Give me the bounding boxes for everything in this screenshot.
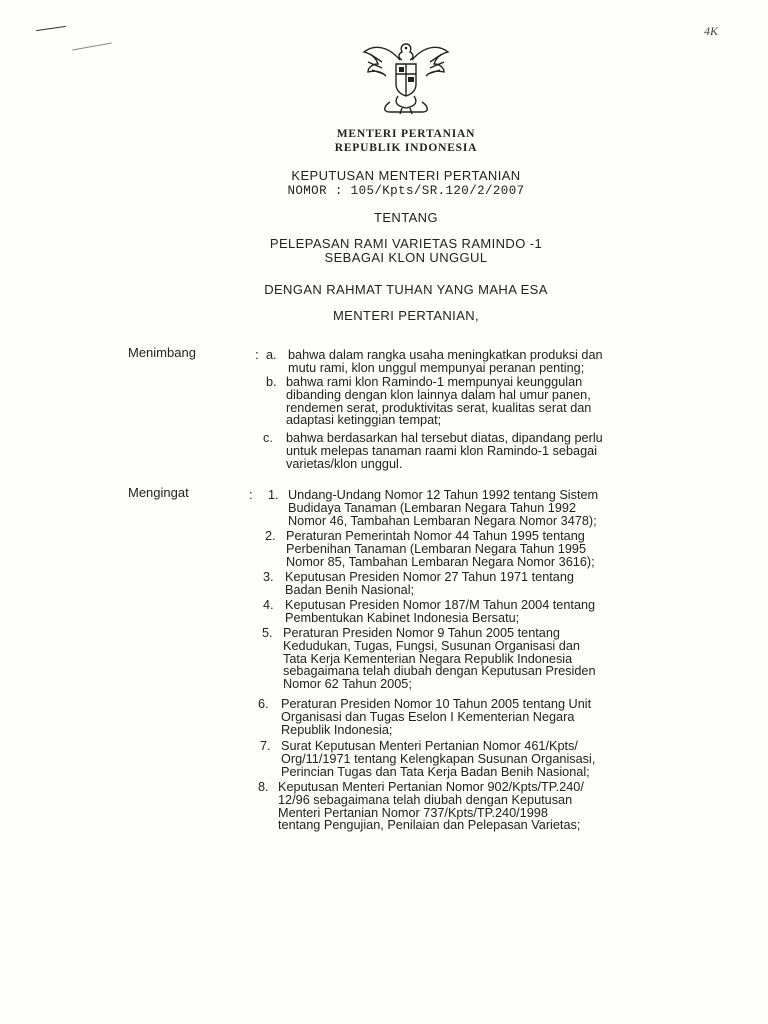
subject-line-2: SEBAGAI KLON UNGGUL	[324, 250, 488, 265]
item-line: Org/11/1971 tentang Kelengkapan Susunan Organisasi,	[281, 751, 596, 766]
item-line: Keputusan Presiden Nomor 187/M Tahun 2004 tentang	[285, 598, 596, 612]
item-line: tentang Pengujian, Penilaian dan Pelepasan Varietas;	[278, 818, 581, 833]
mengingat-label: Mengingat	[128, 485, 189, 500]
scan-artifact	[36, 26, 66, 31]
item-line: adaptasi ketinggian tempat;	[286, 413, 442, 428]
about-heading: TENTANG	[374, 210, 438, 225]
mengingat-colon: :	[249, 487, 253, 502]
menimbang-item-a	[288, 349, 674, 375]
country-name: REPUBLIK INDONESIA	[334, 142, 478, 154]
item-line: Republik Indonesia;	[281, 722, 393, 737]
corner-note: 4K	[704, 24, 719, 38]
item-line: dibanding dengan klon lainnya dalam hal umur panen,	[286, 387, 591, 402]
item-line: Nomor 62 Tahun 2005;	[283, 677, 412, 692]
item-line: bahwa rami klon Ramindo-1 mempunyai keunggulan	[286, 375, 583, 389]
mengingat-marker-6: 6.	[258, 697, 269, 711]
mengingat-marker-4: 4.	[263, 598, 274, 612]
mengingat-marker-1: 1.	[268, 488, 279, 502]
item-line: Menteri Pertanian Nomor 737/Kpts/TP.240/1998	[278, 805, 548, 820]
menimbang-item-b	[286, 376, 674, 427]
scan-artifact	[72, 43, 112, 51]
item-line: Peraturan Presiden Nomor 10 Tahun 2005 tentang Unit	[281, 697, 592, 711]
mengingat-marker-5: 5.	[262, 626, 273, 640]
item-line: untuk melepas tanaman raami klon Ramindo-1 sebagai	[286, 443, 598, 458]
menimbang-label: Menimbang	[128, 345, 196, 360]
item-line: bahwa dalam rangka usaha meningkatkan produksi dan	[288, 348, 603, 362]
item-line: bahwa berdasarkan hal tersebut diatas, dipandang perlu	[286, 431, 603, 445]
mengingat-marker-3: 3.	[263, 570, 274, 584]
item-line: rendemen serat, produktivitas serat, kualitas serat dan	[286, 400, 592, 415]
item-line: Perbenihan Tanaman (Lembaran Negara Tahun 1995	[286, 541, 587, 556]
mengingat-marker-2: 2.	[265, 529, 276, 543]
item-line: Keputusan Menteri Pertanian Nomor 902/Kpts/TP.240/	[278, 780, 584, 794]
mengingat-item-2	[286, 530, 672, 568]
item-line: Pembentukan Kabinet Indonesia Bersatu;	[285, 610, 520, 625]
menimbang-item-c	[286, 432, 674, 470]
mengingat-item-5	[283, 627, 672, 691]
mengingat-item-4	[285, 599, 672, 625]
decree-number: NOMOR : 105/Kpts/SR.120/2/2007	[287, 184, 525, 198]
item-line: Kedudukan, Tugas, Fungsi, Susunan Organisasi dan	[283, 638, 580, 653]
mengingat-marker-7: 7.	[260, 739, 271, 753]
item-line: Keputusan Presiden Nomor 27 Tahun 1971 tentang	[285, 570, 574, 584]
mengingat-marker-8: 8.	[258, 780, 269, 794]
menimbang-marker-c: c.	[263, 431, 273, 445]
subject-line-1: PELEPASAN RAMI VARIETAS RAMINDO -1	[269, 236, 543, 251]
item-line: mutu rami, klon unggul mempunyai peranan penting;	[288, 360, 585, 375]
item-line: Budidaya Tanaman (Lembaran Negara Tahun 1992	[288, 500, 577, 515]
item-line: Tata Kerja Kementerian Negara Republik Indonesia	[283, 651, 573, 666]
item-line: Perincian Tugas dan Tata Kerja Badan Benih Nasional;	[281, 764, 590, 779]
menimbang-colon: :	[255, 347, 259, 362]
mengingat-item-1	[288, 489, 672, 527]
item-line: Peraturan Pemerintah Nomor 44 Tahun 1995 tentang	[286, 529, 585, 543]
menimbang-marker-b: b.	[266, 375, 277, 389]
item-line: Organisasi dan Tugas Eselon I Kementerian Negara	[281, 709, 575, 724]
mengingat-item-8	[278, 781, 672, 832]
item-line: Badan Benih Nasional;	[285, 582, 415, 597]
item-line: sebagaimana telah diubah dengan Keputusan Presiden	[283, 664, 596, 679]
menimbang-marker-a: a.	[266, 348, 277, 362]
item-line: Surat Keputusan Menteri Pertanian Nomor 461/Kpts/	[281, 739, 578, 753]
item-line: Nomor 85, Tambahan Lembaran Negara Nomor 3616);	[286, 554, 595, 569]
item-line: Undang-Undang Nomor 12 Tahun 1992 tentang Sistem	[288, 488, 599, 502]
item-line: Peraturan Presiden Nomor 9 Tahun 2005 tentang	[283, 626, 560, 640]
mengingat-item-7	[281, 740, 672, 778]
garuda-emblem-icon	[358, 36, 454, 116]
item-line: varietas/klon unggul.	[286, 456, 403, 471]
issuer-line: MENTERI PERTANIAN,	[332, 308, 480, 323]
blessing-line: DENGAN RAHMAT TUHAN YANG MAHA ESA	[264, 282, 548, 297]
mengingat-item-6	[281, 698, 672, 736]
mengingat-item-3	[285, 571, 672, 597]
decree-title: KEPUTUSAN MENTERI PERTANIAN	[291, 168, 521, 183]
item-line: Nomor 46, Tambahan Lembaran Negara Nomor 3478);	[288, 513, 597, 528]
item-line: 12/96 sebagaimana telah diubah dengan Keputusan	[278, 792, 573, 807]
ministry-name: MENTERI PERTANIAN	[336, 128, 476, 140]
